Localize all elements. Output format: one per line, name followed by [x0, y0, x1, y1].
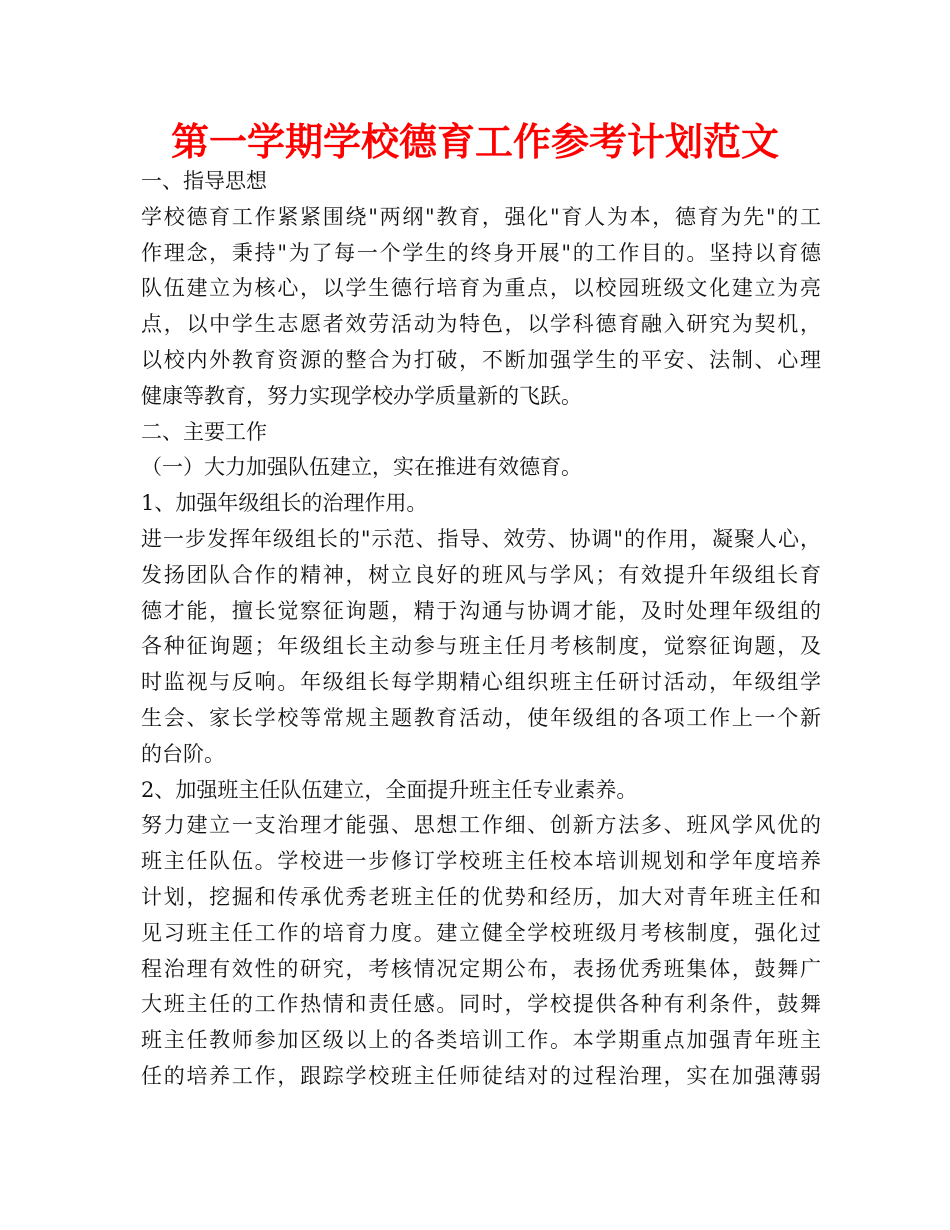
text-line: 二、主要工作	[141, 419, 267, 444]
text-line: 学校德育工作紧紧围绕"两纲"教育，强化"育人为本，德育为先"的工	[141, 204, 821, 229]
text-line: 各种征询题；年级组长主动参与班主任月考核制度，觉察征询题，及	[141, 634, 821, 659]
text-line: 一、指导思想	[141, 169, 267, 193]
text-line: 计划，挖掘和传承优秀老班主任的优势和经历，加大对青年班主任和	[141, 884, 821, 909]
text-line: 发扬团队合作的精神，树立良好的班风与学风；有效提升年级组长育	[141, 562, 821, 587]
text-line: 进一步发挥年级组长的"示范、指导、效劳、协调"的作用，凝聚人心，	[141, 526, 821, 551]
text-line: 程治理有效性的研究，考核情况定期公布，表扬优秀班集体，鼓舞广	[141, 956, 821, 981]
text-line: 1、加强年级组长的治理作用。	[141, 491, 428, 516]
text-line: （一）大力加强队伍建立，实在推进有效德育。	[141, 455, 582, 480]
text-line: 班主任队伍。学校进一步修订学校班主任校本培训规划和学年度培养	[141, 849, 821, 874]
text-line: 见习班主任工作的培育力度。建立健全学校班级月考核制度，强化过	[141, 920, 821, 945]
text-line: 点，以中学生志愿者效劳活动为特色，以学科德育融入研究为契机，	[141, 312, 821, 337]
document-title: 第一学期学校德育工作参考计划范文	[170, 120, 779, 164]
text-line: 时监视与反响。年级组长每学期精心组织班主任研讨活动，年级组学	[141, 670, 821, 695]
document-body	[141, 164, 821, 1095]
text-line: 作理念，秉持"为了每一个学生的终身开展"的工作目的。坚持以育德	[141, 240, 821, 265]
text-line: 生会、家长学校等常规主题教育活动，使年级组的各项工作上一个新	[141, 705, 821, 730]
text-line: 2、加强班主任队伍建立，全面提升班主任专业素养。	[141, 777, 638, 802]
text-line: 努力建立一支治理才能强、思想工作细、创新方法多、班风学风优的	[141, 813, 821, 838]
text-line: 队伍建立为核心，以学生德行培育为重点，以校园班级文化建立为亮	[141, 276, 821, 301]
text-line: 的台阶。	[141, 741, 225, 766]
text-line: 以校内外教育资源的整合为打破，不断加强学生的平安、法制、心理	[141, 347, 821, 372]
text-line: 大班主任的工作热情和责任感。同时，学校提供各种有利条件，鼓舞	[141, 992, 821, 1017]
text-line: 班主任教师参加区级以上的各类培训工作。本学期重点加强青年班主	[141, 1028, 821, 1053]
text-line: 健康等教育，努力实现学校办学质量新的飞跃。	[141, 383, 582, 408]
text-line: 任的培养工作，跟踪学校班主任师徒结对的过程治理，实在加强薄弱	[141, 1063, 821, 1088]
text-line: 德才能，擅长觉察征询题，精于沟通与协调才能，及时处理年级组的	[141, 598, 821, 623]
